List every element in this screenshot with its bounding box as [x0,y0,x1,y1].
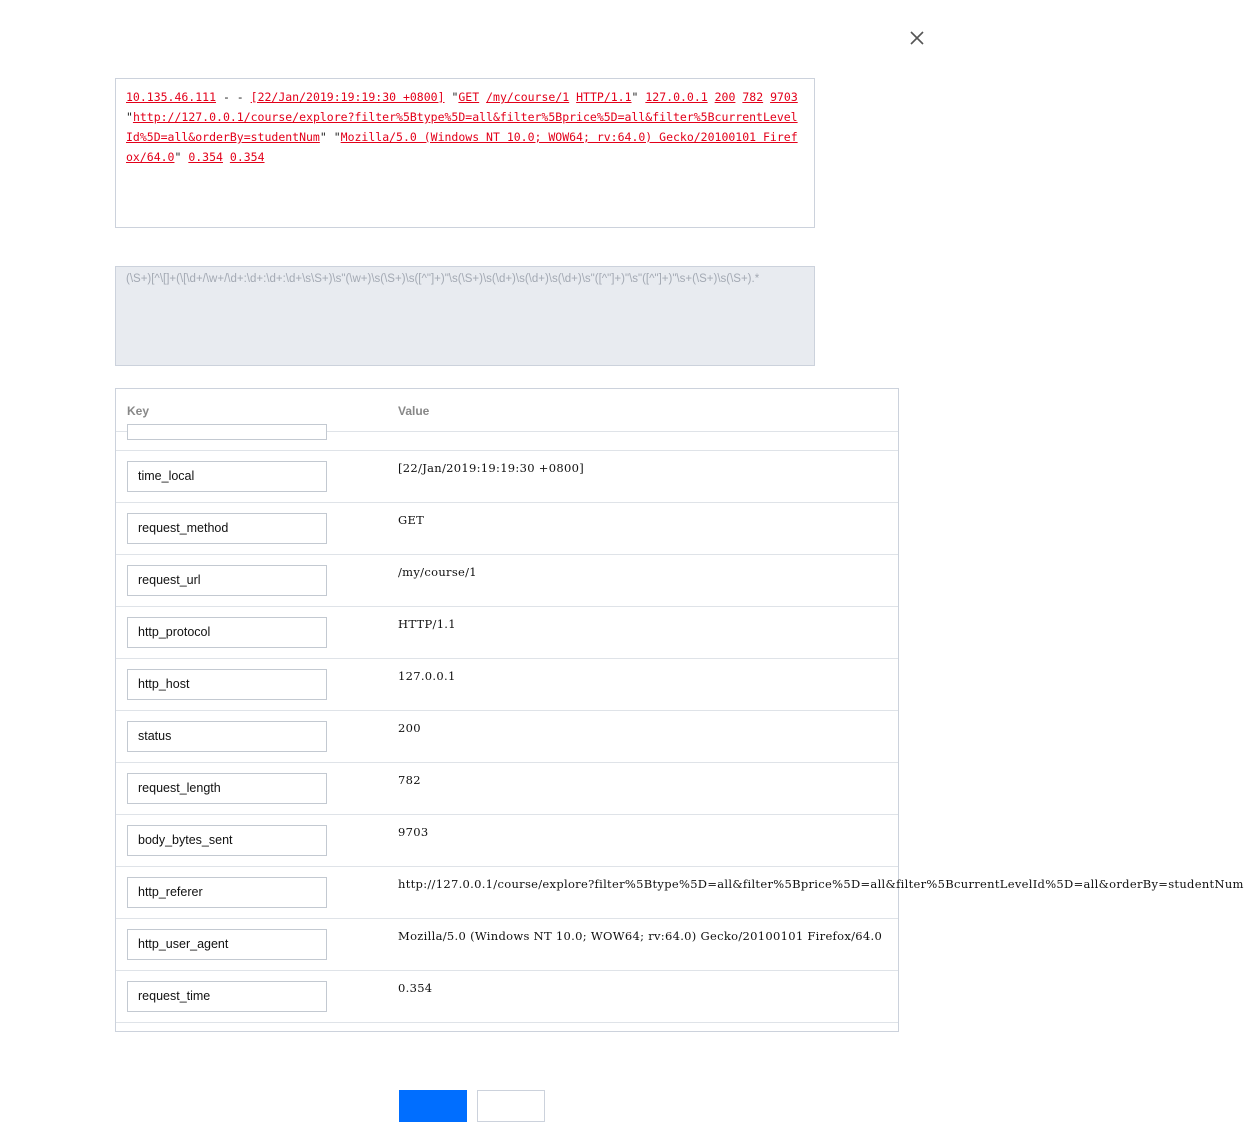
table-row [116,503,898,555]
key-input[interactable]: http_user_agent [127,929,327,960]
close-icon [906,27,928,49]
cancel-button[interactable] [477,1090,545,1122]
log-field-match: /my/course/1 [486,90,570,104]
table-body [116,451,1244,1023]
key-input[interactable]: status [127,721,327,752]
log-field-match: 127.0.0.1 [645,90,708,104]
table-row [116,867,1244,919]
value-text: 127.0.0.1 [398,669,456,683]
value-text: 0.354 [398,981,433,995]
table-row [116,451,898,503]
table-row [116,919,898,971]
key-input[interactable]: time_local [127,461,327,492]
table-row [116,971,898,1023]
log-separator: " [631,90,646,104]
log-field-match: [22/Jan/2019:19:19:30 +0800] [250,90,445,104]
table-row [116,815,898,867]
key-input[interactable]: body_bytes_sent [127,825,327,856]
key-input[interactable]: http_protocol [127,617,327,648]
log-sample-box[interactable] [115,78,815,228]
value-text: 782 [398,773,421,787]
log-field-match: 200 [714,90,736,104]
log-field-match: 9703 [770,90,798,104]
key-value-table [115,388,1244,1032]
log-field-match: 0.354 [229,150,265,164]
log-separator [708,90,715,104]
table-row [116,659,898,711]
value-text: HTTP/1.1 [398,617,456,631]
close-button[interactable] [906,27,928,49]
key-input-partial[interactable] [127,424,327,440]
log-separator [223,150,230,164]
table-row-partial [116,432,898,451]
log-field-match: http://127.0.0.1/course/explore?filter%5Btype%5D=all&filter%5Bprice%5D=all&filter%5BcurrentLevelId%5D=all&orderBy=studentNum [126,110,798,144]
value-text: GET [398,513,425,527]
value-text: 200 [398,721,421,735]
key-input[interactable]: request_length [127,773,327,804]
log-separator: - - [216,90,251,104]
log-field-match: GET [458,90,480,104]
table-row [116,711,898,763]
log-separator: " " [319,130,341,144]
value-text: [22/Jan/2019:19:19:30 +0800] [398,461,584,475]
log-field-match: 0.354 [188,150,223,164]
header-value: Value [398,404,430,418]
regex-textarea[interactable]: (\S+)[^\[]+(\[\d+/\w+/\d+:\d+:\d+:\d+\s\S+)\s"(\w+)\s(\S+)\s([^"]+)"\s(\S+)\s(\d+)\s(\d+)\s(\d+)\s"([^"]+)"\s"([^"]+)"\s+(\S+)\s(\S+).* [115,266,815,366]
value-text: http://127.0.0.1/course/explore?filter%5Btype%5D=all&filter%5Bprice%5D=all&filter%5BcurrentLevelId%5D=all&orderBy=studentNum [398,877,1244,891]
key-input[interactable]: http_host [127,669,327,700]
log-field-match: 782 [742,90,764,104]
table-row [116,607,898,659]
log-separator: " [174,150,189,164]
header-key: Key [127,404,150,418]
log-separator: " [444,90,459,104]
key-input[interactable]: request_url [127,565,327,596]
log-separator: " [126,110,133,124]
value-text: 9703 [398,825,429,839]
value-text: /my/course/1 [398,565,477,579]
confirm-button[interactable] [399,1090,467,1122]
log-field-match: 10.135.46.111 [126,90,217,104]
log-field-match: HTTP/1.1 [576,90,632,104]
table-row [116,763,898,815]
key-input[interactable]: request_time [127,981,327,1012]
value-text: Mozilla/5.0 (Windows NT 10.0; WOW64; rv:64.0) Gecko/20100101 Firefox/64.0 [398,929,883,943]
log-field-match: Mozilla/5.0 (Windows NT 10.0; WOW64; rv:64.0) Gecko/20100101 Firefox/64.0 [126,130,798,164]
key-input[interactable]: request_method [127,513,327,544]
table-row [116,555,898,607]
key-input[interactable]: http_referer [127,877,327,908]
